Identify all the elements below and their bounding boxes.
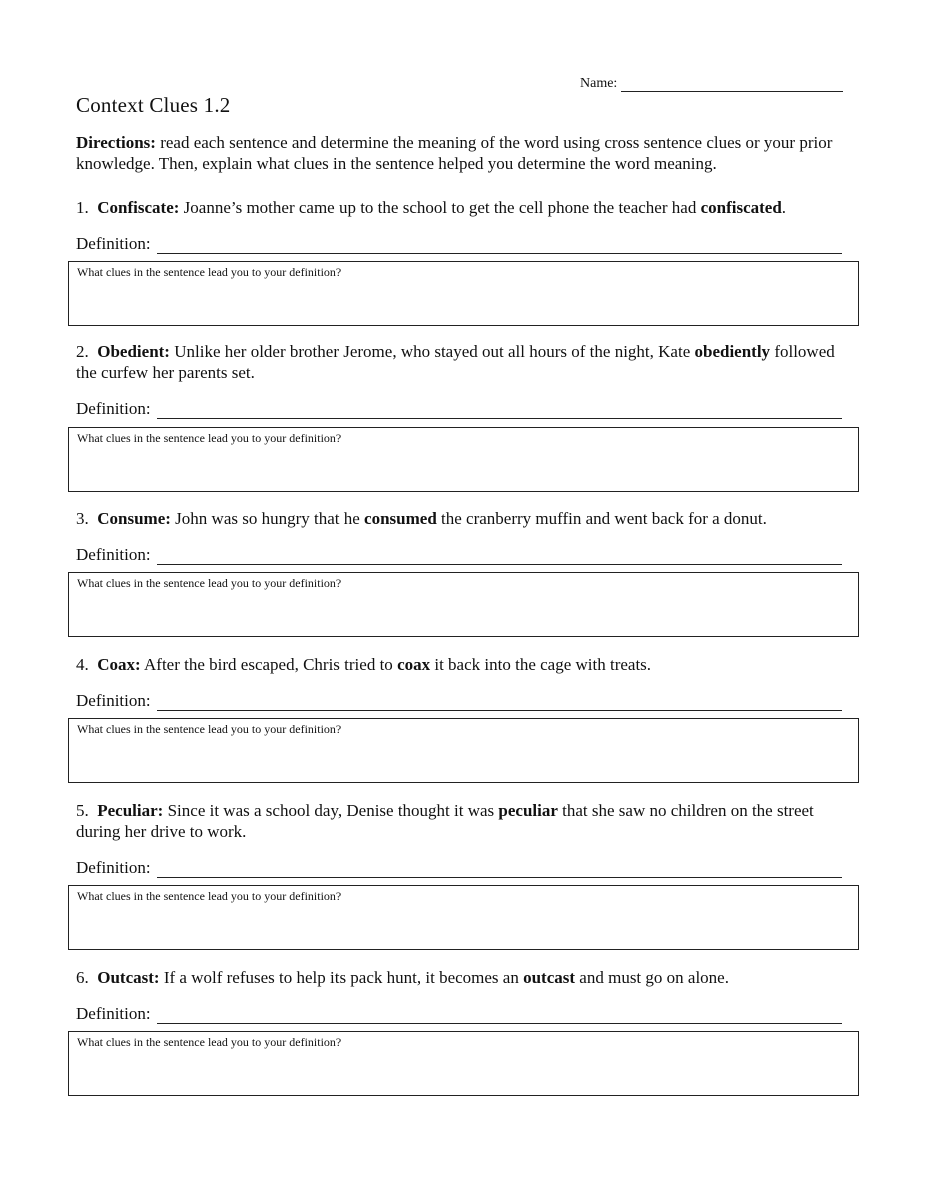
clue-prompt: What clues in the sentence lead you to your definition? [77, 722, 342, 736]
question-text-after: that she saw no children on the street during her drive to work. [76, 801, 814, 841]
question-text-after: it back into the cage with treats. [430, 655, 652, 674]
question-number: 1. [76, 198, 89, 217]
clue-prompt: What clues in the sentence lead you to your definition? [77, 431, 342, 445]
definition-label: Definition: [76, 858, 151, 877]
question-number: 4. [76, 655, 89, 674]
clue-box-5[interactable] [68, 885, 859, 950]
clue-box-1[interactable] [68, 261, 859, 326]
definition-answer-line[interactable] [157, 1007, 842, 1024]
clue-prompt: What clues in the sentence lead you to your definition? [77, 889, 342, 903]
question-4 [76, 654, 856, 675]
definition-answer-line[interactable] [157, 402, 842, 419]
question-2 [76, 341, 856, 383]
question-word: Consume: [97, 509, 171, 528]
question-3 [76, 508, 856, 529]
definition-5 [76, 858, 842, 878]
definition-label: Definition: [76, 691, 151, 710]
directions [76, 132, 866, 174]
clue-box-4[interactable] [68, 718, 859, 783]
name-field [580, 76, 843, 92]
directions-text: read each sentence and determine the meaning of the word using cross sentence clues or your prior knowledge. Then, explain what clues in the sentence helped you determine the word meaning. [76, 133, 833, 173]
clue-box-2[interactable] [68, 427, 859, 492]
question-1 [76, 197, 856, 218]
question-number: 3. [76, 509, 89, 528]
question-text-after: the cranberry muffin and went back for a donut. [436, 509, 767, 528]
question-bold-word: obediently [694, 342, 771, 361]
directions-label: Directions: [76, 133, 156, 152]
question-bold-word: coax [397, 655, 431, 674]
question-text-before: If a wolf refuses to help its pack hunt, it becomes an [159, 968, 524, 987]
definition-answer-line[interactable] [157, 861, 842, 878]
definition-4 [76, 691, 842, 711]
question-number: 6. [76, 968, 89, 987]
definition-3 [76, 545, 842, 565]
question-text-before: Unlike her older brother Jerome, who stayed out all hours of the night, Kate [169, 342, 695, 361]
question-word: Confiscate: [97, 198, 180, 217]
question-text-before: Since it was a school day, Denise thought it was [163, 801, 499, 820]
question-word: Obedient: [97, 342, 170, 361]
question-text-after: and must go on alone. [575, 968, 729, 987]
definition-answer-line[interactable] [157, 548, 842, 565]
page-title: Context Clues 1.2 [76, 93, 231, 117]
clue-box-6[interactable] [68, 1031, 859, 1096]
question-text-after: followed the curfew her parents set. [76, 342, 835, 382]
definition-2 [76, 399, 842, 419]
question-number: 5. [76, 801, 89, 820]
definition-answer-line[interactable] [157, 694, 842, 711]
question-word: Peculiar: [97, 801, 164, 820]
question-bold-word: outcast [523, 968, 576, 987]
question-word: Coax: [97, 655, 141, 674]
question-bold-word: peculiar [498, 801, 558, 820]
definition-6 [76, 1004, 842, 1024]
question-text-before: John was so hungry that he [170, 509, 365, 528]
name-blank-line[interactable] [621, 77, 843, 92]
definition-answer-line[interactable] [157, 237, 842, 254]
definition-1 [76, 234, 842, 254]
question-number: 2. [76, 342, 89, 361]
question-bold-word: confiscated [700, 198, 782, 217]
clue-prompt: What clues in the sentence lead you to your definition? [77, 1035, 342, 1049]
question-text-after: . [781, 198, 787, 217]
question-text-before: Joanne’s mother came up to the school to get the cell phone the teacher had [179, 198, 701, 217]
definition-label: Definition: [76, 399, 151, 418]
question-6 [76, 967, 856, 988]
question-text-before: After the bird escaped, Chris tried to [140, 655, 398, 674]
definition-label: Definition: [76, 234, 151, 253]
clue-box-3[interactable] [68, 572, 859, 637]
question-bold-word: consumed [364, 509, 437, 528]
name-label: Name: [580, 76, 618, 91]
definition-label: Definition: [76, 1004, 151, 1023]
clue-prompt: What clues in the sentence lead you to your definition? [77, 576, 342, 590]
clue-prompt: What clues in the sentence lead you to your definition? [77, 265, 342, 279]
question-5 [76, 800, 856, 842]
definition-label: Definition: [76, 545, 151, 564]
question-word: Outcast: [97, 968, 160, 987]
